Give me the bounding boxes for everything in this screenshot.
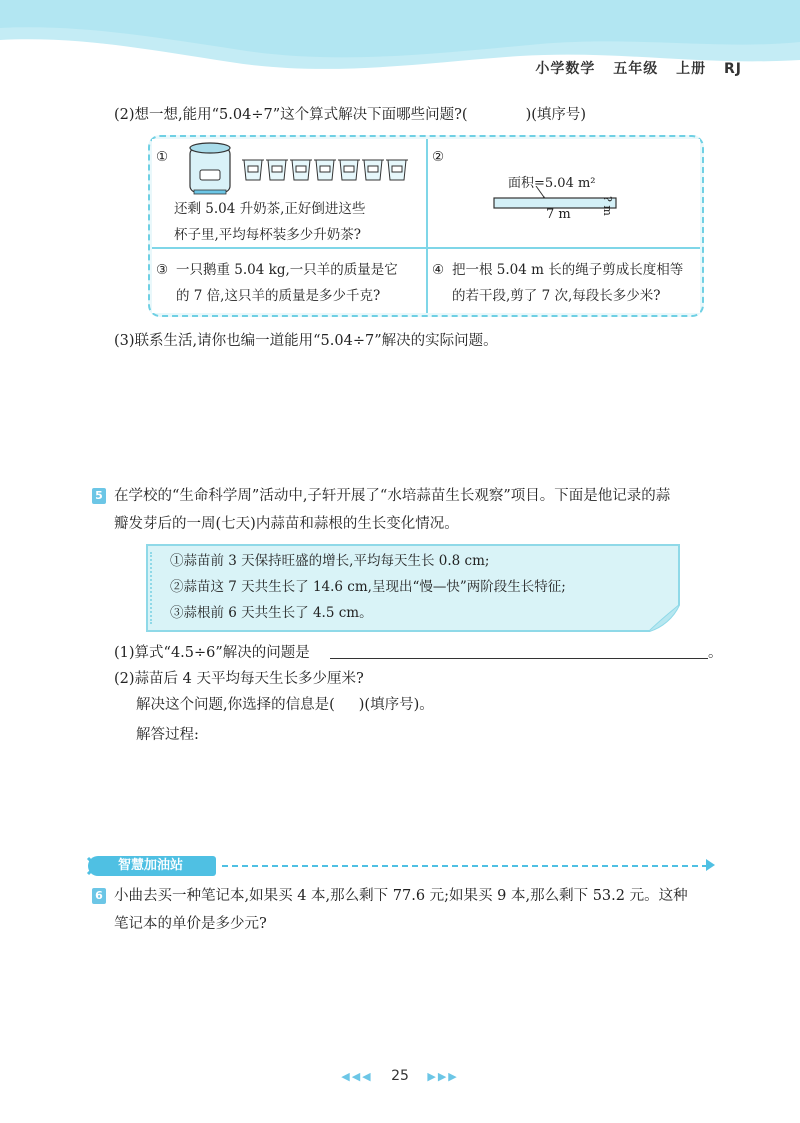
garlic-part2-choose: 解决这个问题,你选择的信息是( )(填序号)。 xyxy=(136,697,434,713)
garlic-part1-answer-line[interactable] xyxy=(330,658,708,659)
garlic-note-1: ①蒜苗前 3 天保持旺盛的增长,平均每天生长 0.8 cm; xyxy=(170,553,490,569)
header-subject: 小学数学 xyxy=(535,61,596,77)
question-number-badge: 5 xyxy=(92,488,106,504)
garlic-part2-process-label: 解答过程: xyxy=(136,727,199,743)
option-1-number: ① xyxy=(156,149,169,165)
header-volume: 上册 xyxy=(676,61,707,77)
q6-line1: 小曲去买一种笔记本,如果买 4 本,那么剩下 77.6 元;如果买 9 本,那么剩下 53.2 元。这种 xyxy=(114,888,688,904)
option-3-line1: 一只鹅重 5.04 kg,一只羊的质量是它 xyxy=(176,262,398,278)
note-curled-corner xyxy=(648,604,680,632)
garlic-part1-question: (1)算式“4.5÷6”解决的问题是 xyxy=(114,645,310,661)
section-banner: 智慧加油站 xyxy=(88,856,216,876)
garlic-question-line2: 瓣发芽后的一周(七天)内蒜苗和蒜根的生长变化情况。 xyxy=(114,516,459,532)
option-1-line2: 杯子里,平均每杯装多少升奶茶? xyxy=(174,227,362,243)
footer-left-arrows-icon: ◀◀◀ xyxy=(341,1070,373,1083)
page-header xyxy=(523,58,742,78)
rectangle-width-label: 7 m xyxy=(546,207,571,222)
q6-answer-area[interactable] xyxy=(114,944,708,1054)
footer-right-arrows-icon: ▶▶▶ xyxy=(427,1070,459,1083)
garlic-part2-question: (2)蒜苗后 4 天平均每天生长多少厘米? xyxy=(114,671,364,687)
garlic-note-3: ③蒜根前 6 天共生长了 4.5 cm。 xyxy=(170,605,373,621)
q5-part3-answer-area[interactable] xyxy=(114,360,708,470)
rectangle-area-label: 面积=5.04 m² xyxy=(508,176,596,191)
garlic-part1-period: 。 xyxy=(708,645,723,661)
milk-tea-machine-and-cups-illustration xyxy=(186,140,416,196)
header-edition: RJ xyxy=(724,61,742,77)
header-grade: 五年级 xyxy=(613,61,659,77)
q5-part3-question: (3)联系生活,请你也编一道能用“5.04÷7”解决的实际问题。 xyxy=(114,333,498,349)
question-6-badge: 6 xyxy=(92,888,106,904)
option-3-line2: 的 7 倍,这只羊的质量是多少千克? xyxy=(176,288,381,304)
option-2-number: ② xyxy=(432,149,445,165)
garlic-part2-answer-area[interactable] xyxy=(136,752,708,842)
option-4-line1: 把一根 5.04 m 长的绳子剪成长度相等 xyxy=(452,262,684,278)
option-1-line1: 还剩 5.04 升奶茶,正好倒进这些 xyxy=(174,201,366,217)
option-3-number: ③ xyxy=(156,262,169,278)
note-dotted-margin xyxy=(150,552,155,624)
option-4-line2: 的若干段,剪了 7 次,每段长多少米? xyxy=(452,288,661,304)
options-vertical-divider xyxy=(426,139,428,313)
garlic-question-line1: 在学校的“生命科学周”活动中,子轩开展了“水培蒜苗生长观察”项目。下面是他记录的蒜 xyxy=(114,488,671,504)
q5-part2-question: (2)想一想,能用“5.04÷7”这个算式解决下面哪些问题?( )(填序号) xyxy=(114,107,587,123)
section-arrow-icon xyxy=(706,859,715,871)
garlic-note-2: ②蒜苗这 7 天共生长了 14.6 cm,呈现出“慢—快”两阶段生长特征; xyxy=(170,579,566,595)
page-number: 25 xyxy=(391,1068,409,1084)
option-4-number: ④ xyxy=(432,262,445,278)
page-footer xyxy=(0,1068,800,1084)
q6-line2: 笔记本的单价是多少元? xyxy=(114,916,267,932)
rectangle-height-label: ? m xyxy=(601,196,614,216)
section-dashed-rule xyxy=(222,865,708,867)
